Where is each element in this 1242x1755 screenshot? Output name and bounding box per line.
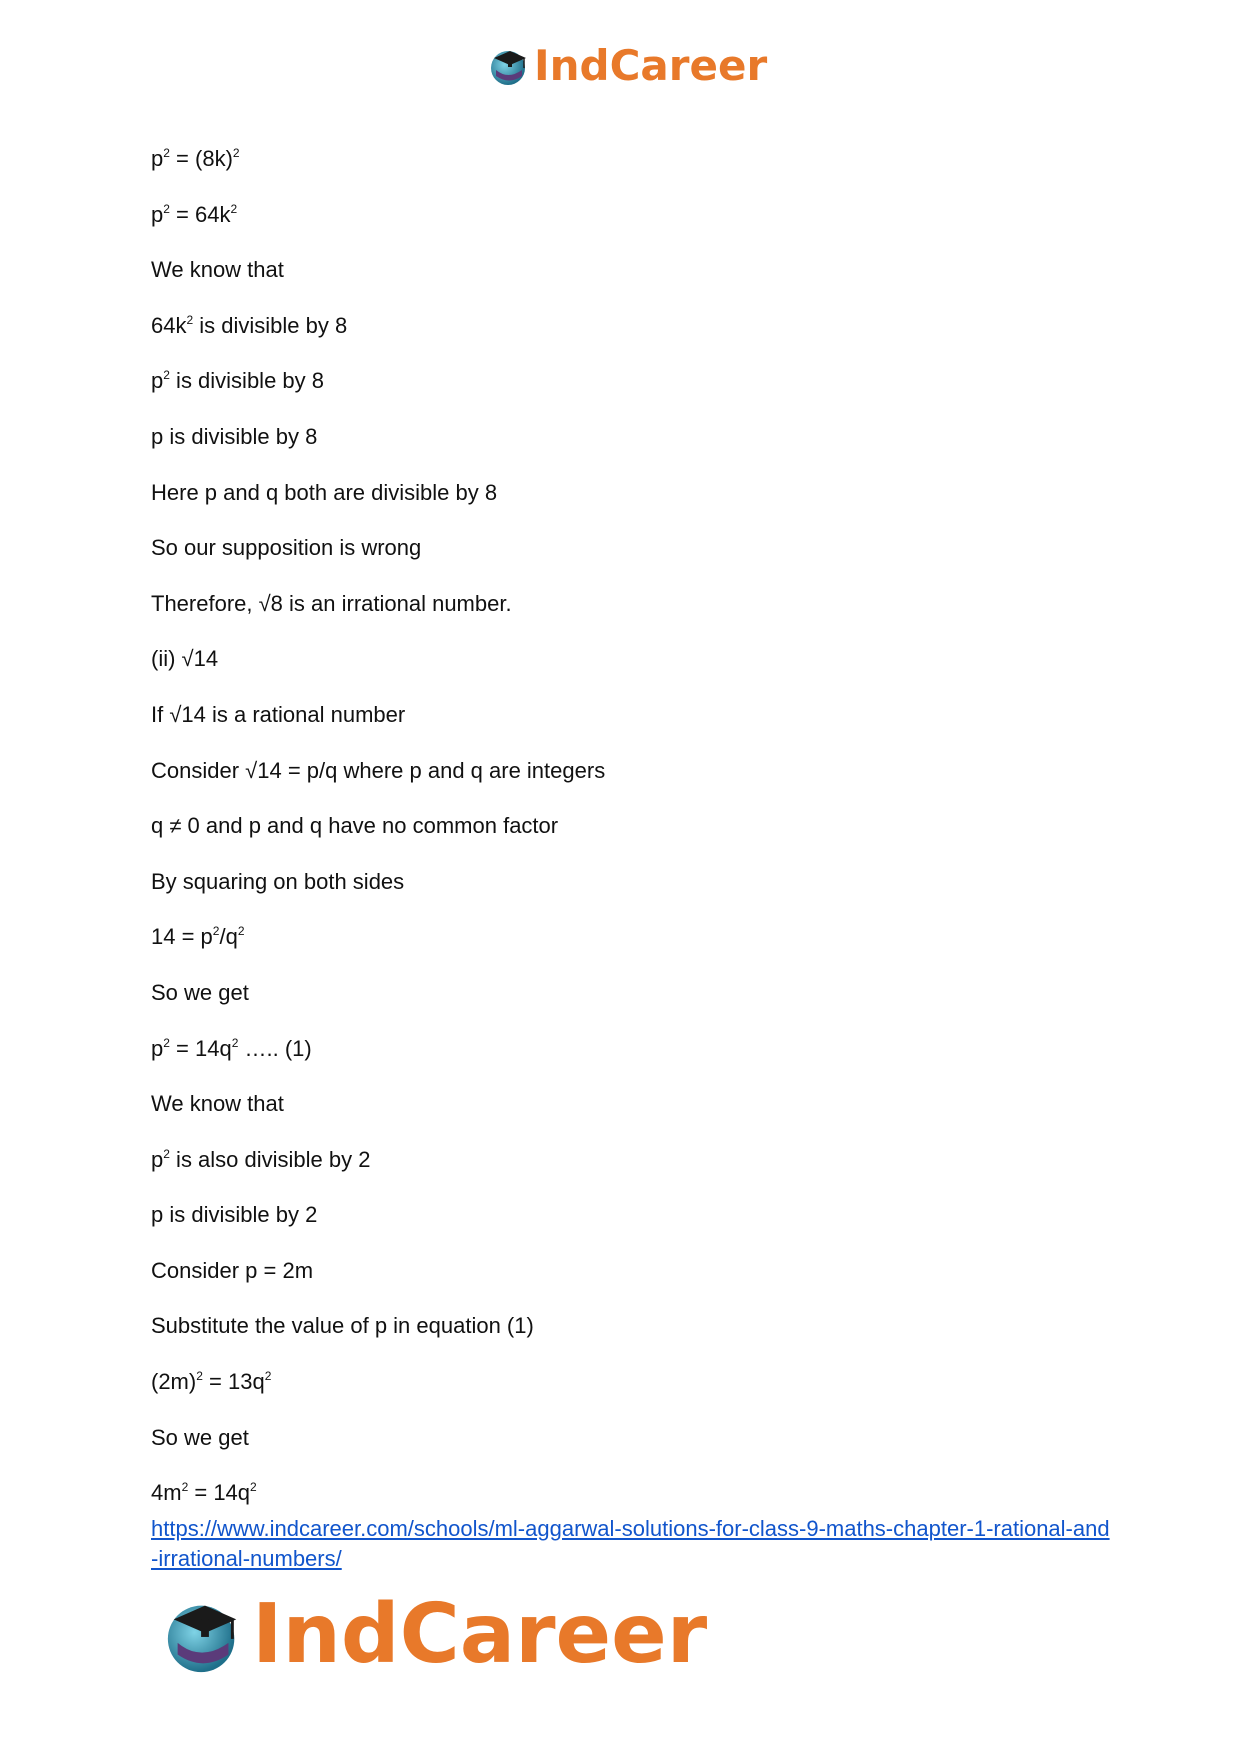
superscript: 2 — [163, 146, 170, 160]
text-segment: (2m) — [151, 1369, 197, 1395]
header-logo — [488, 40, 767, 92]
text-segment: = 14q — [188, 1480, 251, 1506]
text-segment: = 14q — [169, 1035, 232, 1061]
text-segment: /q — [219, 924, 238, 950]
text-segment: Consider √14 = p/q where p and q are integers — [151, 757, 606, 783]
text-segment: So our supposition is wrong — [151, 535, 422, 561]
text-line — [151, 702, 1111, 728]
text-line — [151, 313, 1111, 339]
superscript: 2 — [237, 924, 245, 939]
text-line — [151, 1313, 1111, 1339]
source-link[interactable]: https://www.indcareer.com/schools/ml-aggarwal-solutions-for-class-9-maths-chapter-1-rational-and-irrational-numbers/ — [151, 1516, 1110, 1571]
superscript: 2 — [230, 201, 238, 216]
text-segment: p — [151, 146, 164, 171]
text-segment: p is divisible by 2 — [151, 1202, 318, 1228]
text-segment: 64k — [151, 312, 187, 338]
text-segment: p — [151, 1146, 164, 1172]
text-segment: is divisible by 8 — [169, 368, 325, 394]
text-segment: p — [151, 368, 164, 394]
text-segment: p — [151, 201, 164, 227]
superscript: 2 — [186, 312, 194, 327]
text-line — [151, 146, 1111, 172]
text-segment: If √14 is a rational number — [151, 701, 406, 727]
solution-text — [151, 146, 1111, 1536]
superscript: 2 — [250, 1480, 257, 1495]
superscript: 2 — [163, 201, 170, 216]
superscript: 2 — [264, 1369, 272, 1384]
text-line — [151, 758, 1111, 784]
superscript: 2 — [232, 146, 240, 160]
text-line — [151, 257, 1111, 283]
text-line — [151, 813, 1111, 839]
footer-logo — [162, 1585, 707, 1685]
text-segment: is also divisible by 2 — [169, 1146, 371, 1172]
text-segment: (ii) √14 — [151, 646, 219, 672]
text-line — [151, 980, 1111, 1006]
text-line — [151, 591, 1111, 617]
text-line — [151, 480, 1111, 506]
text-segment: p is divisible by 8 — [151, 423, 318, 449]
text-segment: Here p and q both are divisible by 8 — [151, 479, 498, 505]
text-line — [151, 1147, 1111, 1173]
text-segment: Therefore, √8 is an irrational number. — [151, 590, 512, 616]
text-line — [151, 368, 1111, 394]
superscript: 2 — [196, 1369, 203, 1384]
text-segment: = (8k) — [169, 146, 233, 171]
text-segment: = 13q — [202, 1369, 265, 1395]
text-segment: By squaring on both sides — [151, 868, 405, 894]
text-line — [151, 535, 1111, 561]
text-line — [151, 1036, 1111, 1062]
text-line — [151, 869, 1111, 895]
text-segment: So we get — [151, 979, 249, 1005]
text-segment: is divisible by 8 — [193, 312, 348, 338]
text-segment: = 64k — [169, 201, 231, 227]
footer-logo-text: IndCareer — [252, 1587, 708, 1682]
text-line — [151, 1258, 1111, 1284]
text-line — [151, 424, 1111, 450]
text-segment: p — [151, 1035, 164, 1061]
text-segment: Substitute the value of p in equation (1) — [151, 1313, 534, 1339]
superscript: 2 — [163, 368, 170, 383]
graduation-globe-icon — [488, 44, 532, 88]
text-line — [151, 1425, 1111, 1451]
text-segment: We know that — [151, 257, 284, 283]
text-segment: So we get — [151, 1424, 249, 1450]
text-segment: 4m — [151, 1480, 182, 1506]
text-segment: 14 = p — [151, 924, 213, 950]
superscript: 2 — [163, 1035, 170, 1050]
text-segment: We know that — [151, 1091, 284, 1117]
text-line — [151, 1091, 1111, 1117]
superscript: 2 — [231, 1035, 239, 1050]
superscript: 2 — [181, 1480, 189, 1495]
superscript: 2 — [163, 1146, 170, 1161]
text-line — [151, 1202, 1111, 1228]
graduation-globe-icon — [162, 1592, 248, 1678]
header-logo-text: IndCareer — [534, 41, 768, 90]
text-segment: Consider p = 2m — [151, 1257, 314, 1283]
text-line — [151, 1480, 1111, 1506]
text-segment: ….. (1) — [238, 1035, 312, 1061]
text-segment: q ≠ 0 and p and q have no common factor — [151, 813, 559, 839]
superscript: 2 — [212, 924, 220, 939]
text-line — [151, 646, 1111, 672]
text-line — [151, 1369, 1111, 1395]
text-line — [151, 924, 1111, 950]
text-line — [151, 202, 1111, 228]
